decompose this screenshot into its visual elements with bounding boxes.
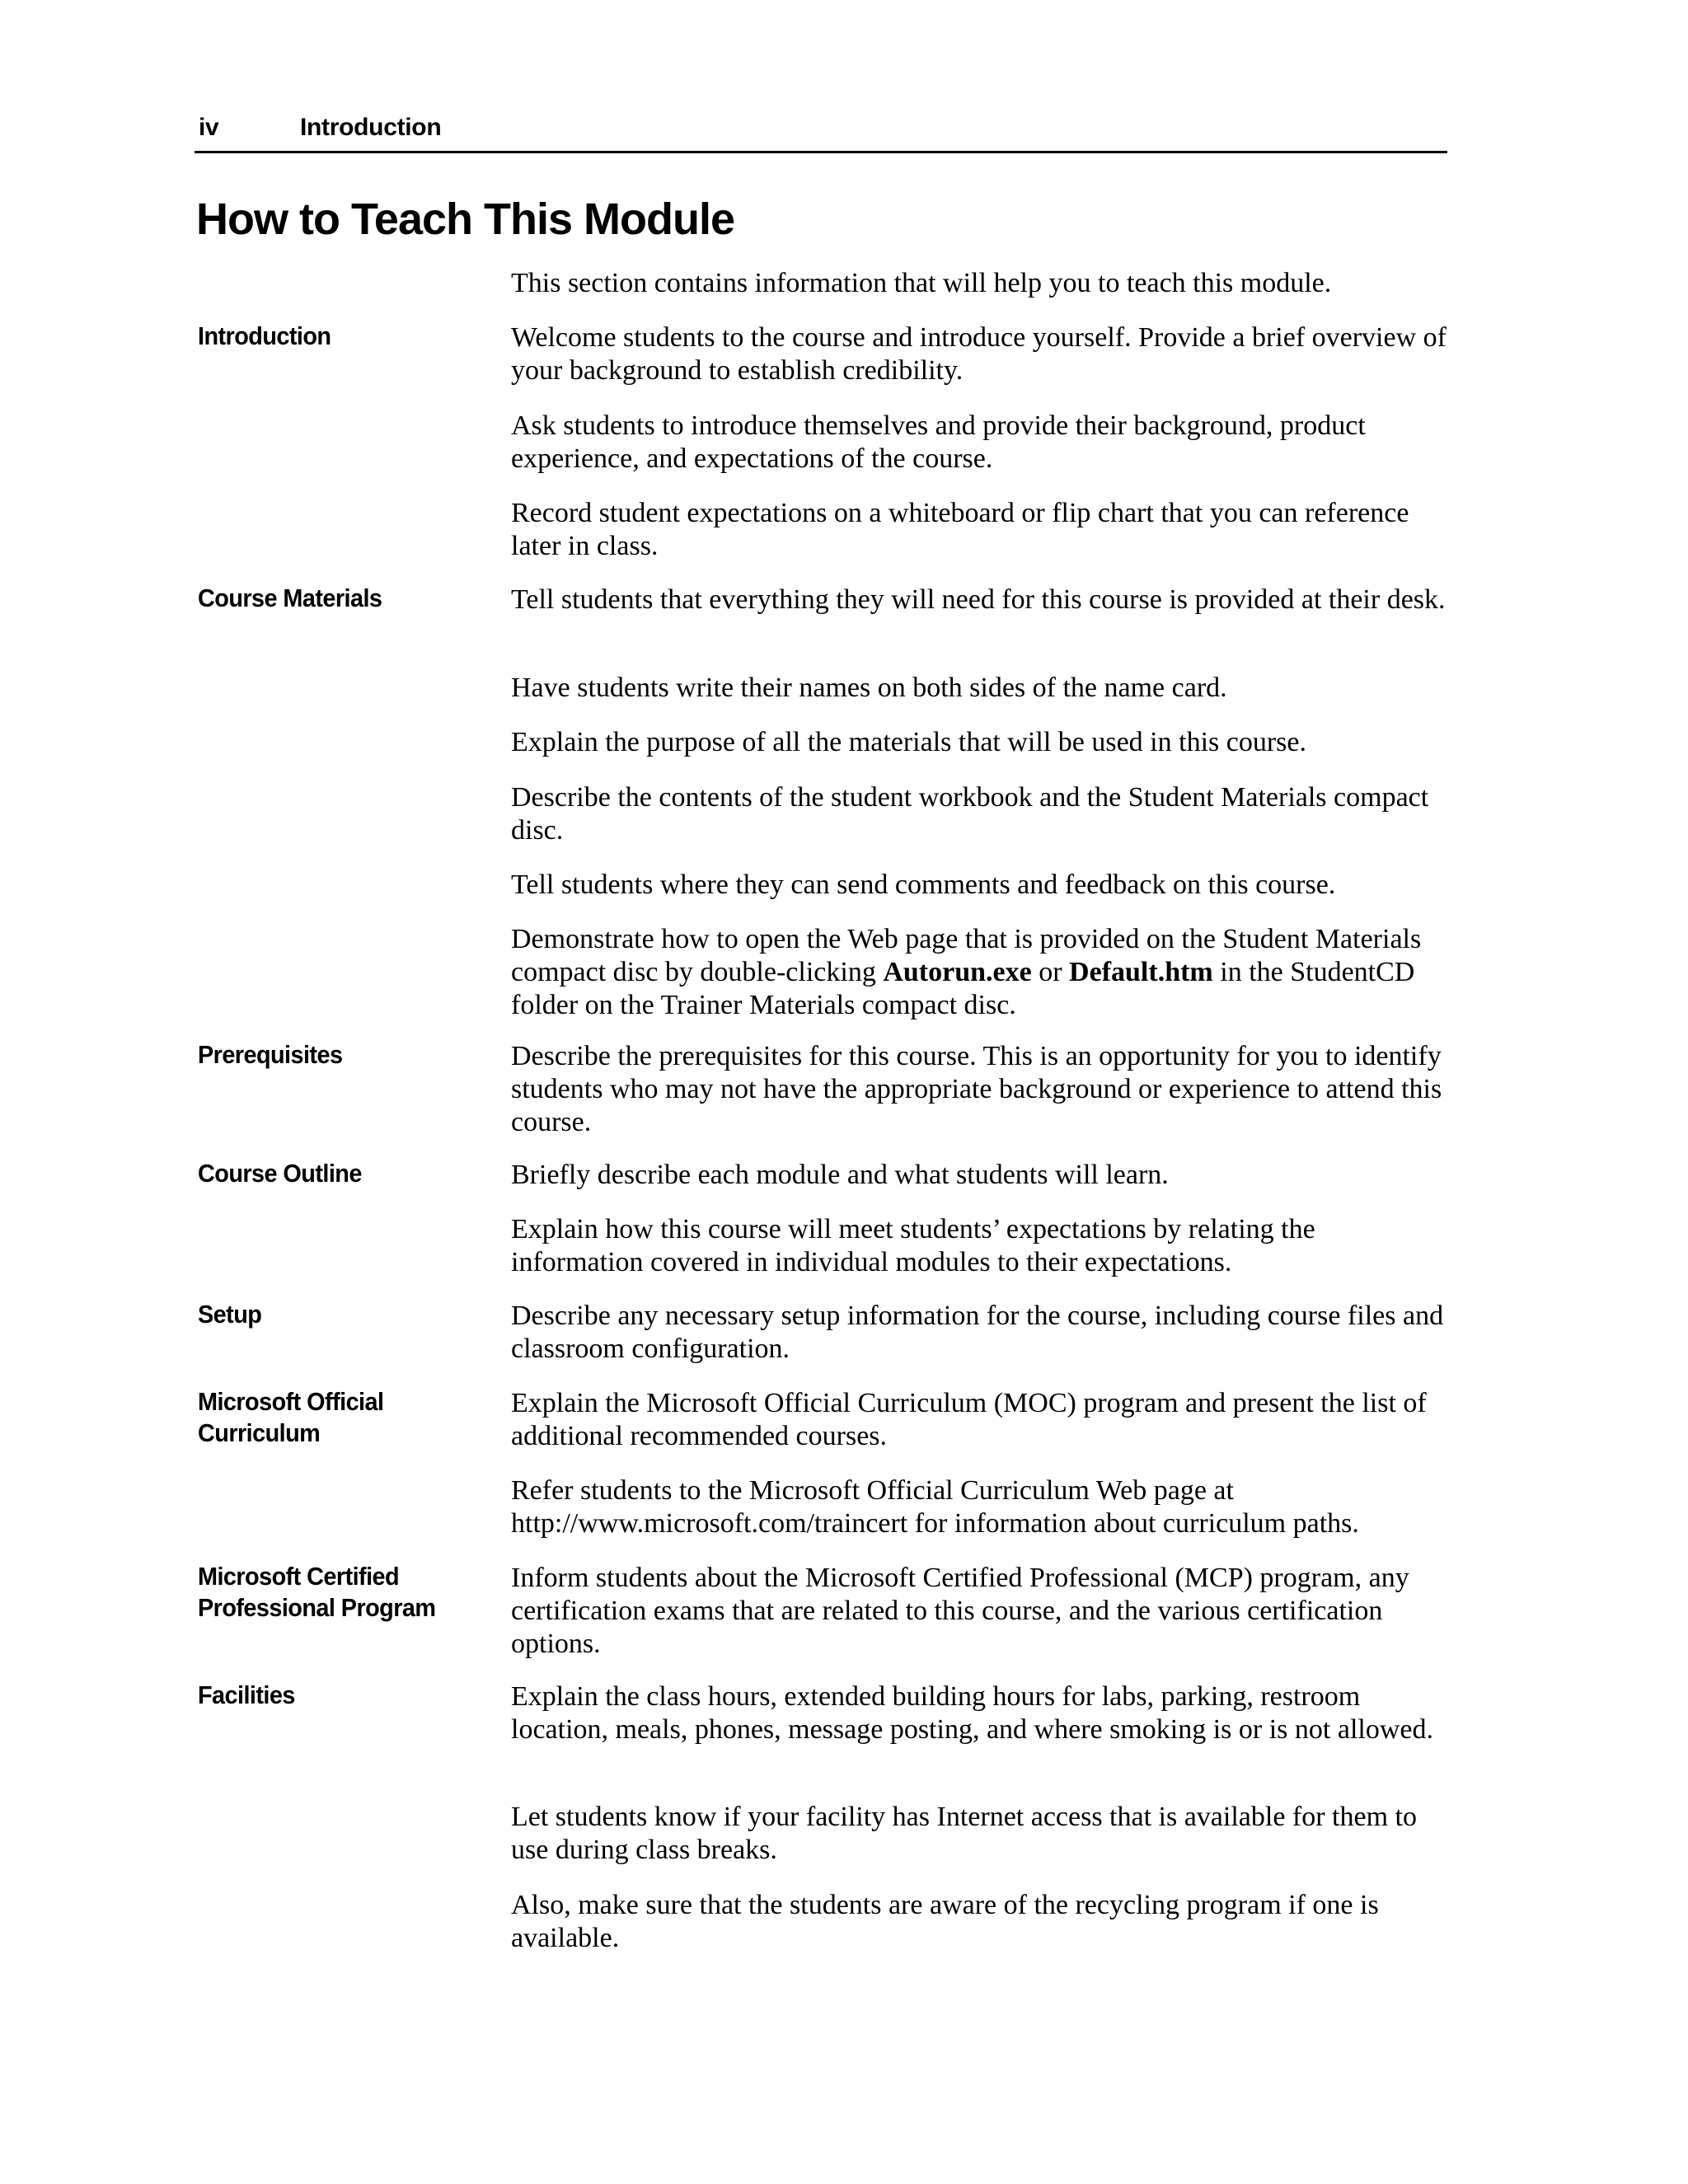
- paragraph: Explain the Microsoft Official Curriculum (MOC) program and present the list of additional recommended courses.: [511, 1388, 1427, 1451]
- paragraph: Briefly describe each module and what students will learn.: [511, 1160, 1169, 1190]
- page-number: iv: [199, 114, 219, 141]
- intro-paragraph: This section contains information that will help you to teach this module.: [511, 268, 1332, 298]
- running-header: [195, 110, 1447, 153]
- paragraph: Tell students that everything they will need for this course is provided at their desk.: [511, 584, 1446, 615]
- heading-microsoft-official-curriculum: Microsoft Official Curriculum: [198, 1387, 384, 1447]
- paragraph: Tell students where they can send comments and feedback on this course.: [511, 869, 1336, 900]
- paragraph: Ask students to introduce themselves and provide their background, product experience, and expectations of the course.: [511, 410, 1366, 474]
- paragraph: Describe the prerequisites for this course. This is an opportunity for you to identify students who may not have the appropriate background or experience to attend this course.: [511, 1041, 1442, 1137]
- paragraph: Explain the purpose of all the materials that will be used in this course.: [511, 727, 1306, 757]
- filename-autorun: Autorun.exe: [883, 957, 1032, 987]
- heading-course-outline: Course Outline: [198, 1159, 362, 1188]
- paragraph: Refer students to the Microsoft Official Curriculum Web page at http://www.microsoft.com/traincert for information about curriculum paths.: [511, 1475, 1359, 1539]
- heading-microsoft-certified-professional-program: Microsoft Certified Professional Program: [198, 1562, 436, 1622]
- header-section-name: Introduction: [300, 114, 442, 141]
- paragraph: Have students write their names on both sides of the name card.: [511, 673, 1227, 703]
- heading-setup: Setup: [198, 1300, 262, 1329]
- paragraph: Describe the contents of the student workbook and the Student Materials compact disc.: [511, 782, 1429, 846]
- paragraph-demonstrate: Demonstrate how to open the Web page that is provided on the Student Materials compact disc by double-clicking Autorun.exe or Default.htm in the StudentCD folder on the Trainer Materials compact disc.: [511, 924, 1422, 1020]
- paragraph: Record student expectations on a whiteboard or flip chart that you can reference later in class.: [511, 498, 1409, 561]
- paragraph: Explain how this course will meet students’ expectations by relating the information covered in individual modules to their expectations.: [511, 1214, 1315, 1277]
- paragraph: Describe any necessary setup information for the course, including course files and classroom configuration.: [511, 1301, 1444, 1364]
- heading-introduction: Introduction: [198, 321, 331, 350]
- heading-course-materials: Course Materials: [198, 583, 382, 612]
- page-title: How to Teach This Module: [196, 194, 735, 244]
- heading-prerequisites: Prerequisites: [198, 1040, 343, 1069]
- heading-facilities: Facilities: [198, 1680, 295, 1709]
- filename-default-htm: Default.htm: [1069, 957, 1213, 987]
- paragraph: Welcome students to the course and introduce yourself. Provide a brief overview of your background to establish credibility.: [511, 322, 1447, 386]
- paragraph: Also, make sure that the students are aware of the recycling program if one is available.: [511, 1890, 1379, 1953]
- paragraph: Inform students about the Microsoft Certified Professional (MCP) program, any certification exams that are related to this course, and the various certification options.: [511, 1563, 1409, 1659]
- paragraph: Explain the class hours, extended building hours for labs, parking, restroom location, meals, phones, message posting, and where smoking is or is not allowed.: [511, 1681, 1433, 1745]
- paragraph: Let students know if your facility has Internet access that is available for them to use during class breaks.: [511, 1802, 1417, 1865]
